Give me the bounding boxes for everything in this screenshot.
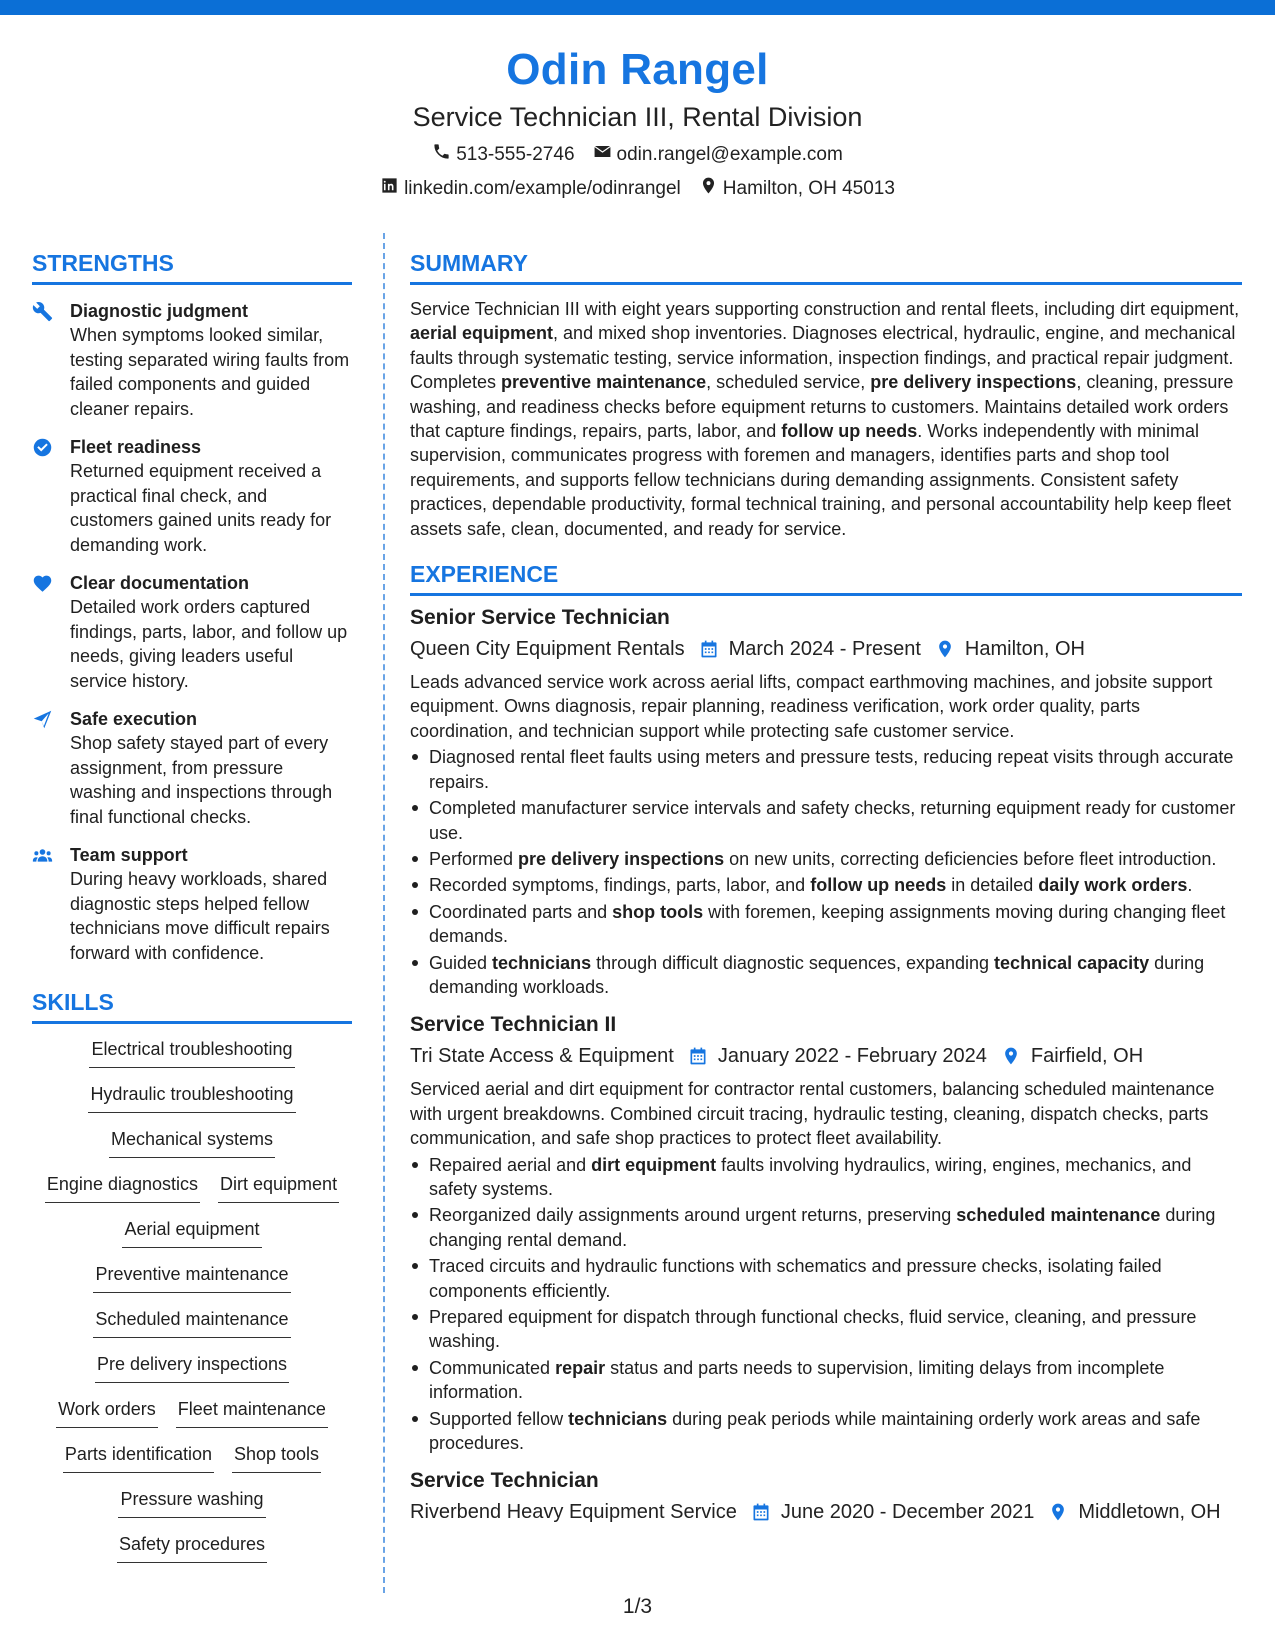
job-title: Senior Service Technician (410, 606, 670, 630)
job-company: Tri State Access & Equipment (410, 1045, 674, 1068)
location-contact (699, 176, 895, 202)
users-icon (32, 843, 70, 965)
email-contact[interactable] (593, 142, 843, 168)
skill-tag: Hydraulic troubleshooting (88, 1083, 295, 1113)
calendar-icon (751, 1502, 771, 1522)
job-description: Leads advanced service work across aerial lifts, compact earthmoving machines, and jobsite support equipment. Owns diagnosis, repair planning, readiness verification, work order quality, parts coordination, and technician support while protecting safe customer service. (410, 672, 1213, 741)
strength-item (32, 843, 352, 965)
strength-desc: Shop safety stayed part of every assignment, from pressure washing and inspections through final functional checks. (70, 733, 333, 827)
job-location: Fairfield, OH (1030, 1045, 1144, 1068)
job-entry (410, 1011, 1242, 1455)
phone-icon (432, 142, 451, 168)
linkedin-text: linkedin.com/example/odinrangel (404, 178, 681, 199)
job-bullet: Repaired aerial and dirt equipment faults involving hydraulics, wiring, engines, mechanics, and safety systems. (410, 1153, 1242, 1202)
candidate-name: Odin Rangel (506, 45, 769, 94)
strength-title: Team support (70, 845, 188, 865)
skill-tag: Electrical troubleshooting (89, 1038, 294, 1068)
skill-tag: Dirt equipment (218, 1173, 339, 1203)
job-dates: June 2020 - December 2021 (780, 1501, 1035, 1524)
strength-title: Fleet readiness (70, 437, 202, 457)
map-pin-icon (699, 176, 718, 202)
skill-tag: Scheduled maintenance (93, 1308, 290, 1338)
job-entry (410, 604, 1242, 999)
experience-heading: EXPERIENCE (410, 559, 1242, 596)
job-location: Middletown, OH (1078, 1501, 1221, 1524)
job-title: Service Technician II (410, 1013, 617, 1037)
skill-row (109, 1128, 275, 1173)
job-meta (410, 634, 1242, 664)
skill-tag: Parts identification (63, 1443, 214, 1473)
skill-tag: Work orders (56, 1398, 158, 1428)
skill-tag: Aerial equipment (122, 1218, 261, 1248)
skill-tag: Shop tools (232, 1443, 321, 1473)
skill-tag: Mechanical systems (109, 1128, 275, 1158)
skill-row (93, 1263, 290, 1308)
map-pin-icon (935, 639, 955, 659)
left-column (32, 248, 352, 1578)
right-column (410, 248, 1242, 1527)
strength-title: Safe execution (70, 709, 198, 729)
skill-tag: Fleet maintenance (176, 1398, 328, 1428)
job-dates: March 2024 - Present (728, 638, 921, 661)
skill-tag: Preventive maintenance (93, 1263, 290, 1293)
job-bullet: Traced circuits and hydraulic functions with schematics and pressure checks, isolating failed components efficiently. (410, 1254, 1242, 1303)
skill-row (63, 1443, 321, 1488)
contact-row-2 (0, 176, 1275, 202)
column-divider (383, 233, 385, 1593)
job-company: Riverbend Heavy Equipment Service (410, 1501, 737, 1524)
job-meta (410, 1497, 1242, 1527)
contact-row-1 (0, 142, 1275, 168)
email-text: odin.rangel@example.com (616, 144, 843, 165)
job-bullet: Prepared equipment for dispatch through functional checks, fluid service, cleaning, and pressure washing. (410, 1305, 1242, 1354)
paper-plane-icon (32, 707, 70, 829)
linkedin-contact[interactable] (380, 176, 681, 202)
skill-row (89, 1038, 294, 1083)
skills-list (32, 1038, 352, 1578)
summary-text: Service Technician III with eight years supporting construction and rental fleets, including dirt equipment, aerial equipment, and mixed shop inventories. Diagnoses electrical, hydraulic, engine, and mechanical faults through systematic testing, service information, inspection findings, and practical repair judgment. Completes preventive maintenance, scheduled service, pre delivery inspections, cleaning, pressure washing, and readiness checks before equipment returns to customers. Maintains detailed work orders that capture findings, repairs, parts, labor, and follow up needs. Works independently with minimal supervision, communicates progress with foremen and managers, identifies parts and shop tool requirements, and supports fellow technicians during demanding assignments. Consistent safety practices, dependable productivity, formal technical training, and personal accountability help keep fleet assets safe, clean, documented, and ready for service. (410, 299, 1240, 539)
skill-tag: Pre delivery inspections (95, 1353, 289, 1383)
strengths-heading: STRENGTHS (32, 248, 352, 285)
job-bullet: Supported fellow technicians during peak periods while maintaining orderly work areas and safe procedures. (410, 1407, 1242, 1456)
check-circle-icon (32, 435, 70, 557)
phone-text: 513-555-2746 (456, 144, 575, 165)
envelope-icon (593, 142, 612, 168)
strength-title: Clear documentation (70, 573, 250, 593)
phone-contact (432, 142, 574, 168)
strength-item (32, 571, 352, 693)
map-pin-icon (1001, 1046, 1021, 1066)
skill-row (93, 1308, 290, 1353)
map-pin-icon (1048, 1502, 1068, 1522)
calendar-icon (688, 1046, 708, 1066)
skill-row (45, 1173, 339, 1218)
strength-desc: During heavy workloads, shared diagnostic steps helped fellow technicians move difficult repairs forward with confidence. (70, 869, 330, 963)
skill-row (118, 1488, 265, 1533)
job-company: Queen City Equipment Rentals (410, 638, 685, 661)
job-bullet: Recorded symptoms, findings, parts, labor, and follow up needs in detailed daily work orders. (410, 873, 1242, 897)
skill-row (95, 1353, 289, 1398)
job-dates: January 2022 - February 2024 (717, 1045, 987, 1068)
linkedin-icon (380, 176, 399, 202)
job-bullet: Completed manufacturer service intervals and safety checks, returning equipment ready for customer use. (410, 796, 1242, 845)
job-bullet: Communicated repair status and parts needs to supervision, limiting delays from incomplete information. (410, 1356, 1242, 1405)
strength-desc: Returned equipment received a practical final check, and customers gained units ready for demanding work. (70, 461, 332, 555)
page-number: 1/3 (622, 1595, 653, 1618)
wrench-icon (32, 299, 70, 421)
strength-desc: Detailed work orders captured findings, parts, labor, and follow up needs, giving leaders useful service history. (70, 597, 348, 691)
job-location: Hamilton, OH (964, 638, 1085, 661)
job-bullet: Reorganized daily assignments around urgent returns, preserving scheduled maintenance during changing rental demand. (410, 1203, 1242, 1252)
job-description: Serviced aerial and dirt equipment for contractor rental customers, balancing scheduled maintenance with urgent breakdowns. Combined circuit tracing, hydraulic testing, cleaning, dispatch checks, parts communication, and safe shop practices to protect fleet availability. (410, 1079, 1215, 1149)
strength-item (32, 435, 352, 557)
location-text: Hamilton, OH 45013 (722, 178, 895, 199)
top-accent-bar (0, 0, 1275, 15)
job-bullets (410, 1153, 1242, 1456)
skill-tag: Pressure washing (118, 1488, 265, 1518)
candidate-role: Service Technician III, Rental Division (412, 102, 863, 132)
skill-row (117, 1533, 267, 1578)
skill-row (88, 1083, 295, 1128)
heart-icon (32, 571, 70, 693)
skills-heading: SKILLS (32, 987, 352, 1024)
skill-row (122, 1218, 261, 1263)
strength-item (32, 299, 352, 421)
job-bullet: Coordinated parts and shop tools with foremen, keeping assignments moving during changing fleet demands. (410, 900, 1242, 949)
job-title: Service Technician (410, 1469, 599, 1493)
strength-title: Diagnostic judgment (70, 301, 249, 321)
summary-heading: SUMMARY (410, 248, 1242, 285)
resume-header (0, 40, 1275, 202)
job-bullet: Performed pre delivery inspections on new units, correcting deficiencies before fleet introduction. (410, 847, 1242, 871)
skill-tag: Safety procedures (117, 1533, 267, 1563)
strength-item (32, 707, 352, 829)
strength-desc: When symptoms looked similar, testing separated wiring faults from failed components and guided cleaner repairs. (70, 325, 350, 419)
job-bullets (410, 745, 1242, 999)
job-meta (410, 1041, 1242, 1071)
skill-row (56, 1398, 328, 1443)
skill-tag: Engine diagnostics (45, 1173, 200, 1203)
job-bullet: Guided technicians through difficult diagnostic sequences, expanding technical capacity during demanding workloads. (410, 951, 1242, 1000)
job-bullet: Diagnosed rental fleet faults using meters and pressure tests, reducing repeat visits through accurate repairs. (410, 745, 1242, 794)
job-list (410, 604, 1242, 1527)
job-entry (410, 1467, 1242, 1527)
calendar-icon (699, 639, 719, 659)
